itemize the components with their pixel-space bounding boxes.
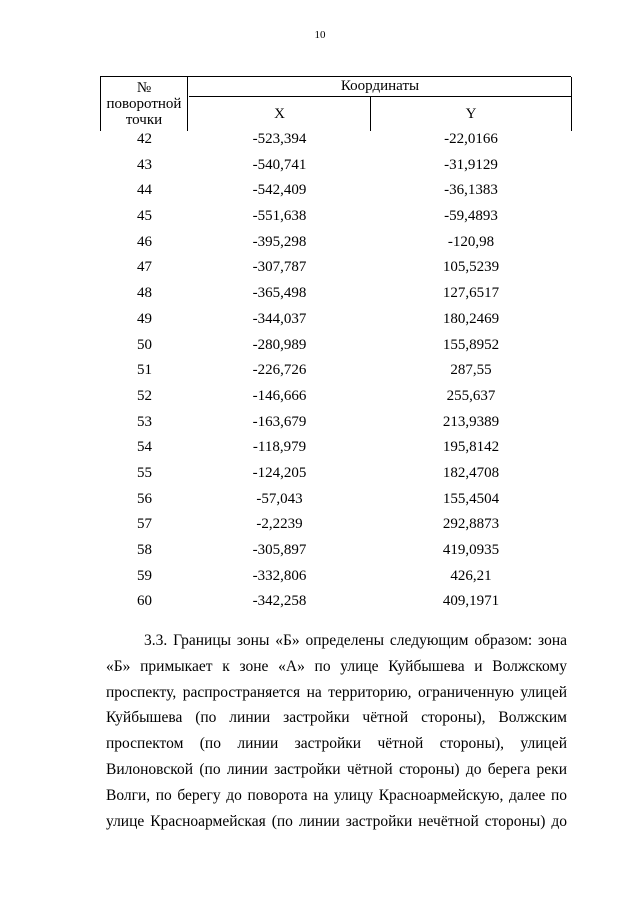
cell-y: -36,1383 [444,182,498,199]
cell-x: -523,394 [252,131,307,147]
cell-x: -344,037 [252,310,307,327]
cell-point-number: 42 [137,131,152,147]
cell-point-number: 45 [137,208,152,225]
paragraph-line: Волги, по берегу до поворота на улицу Красноармейскую, далее по [106,786,567,804]
cell-x: -365,498 [252,285,307,302]
cell-point-number: 49 [137,310,152,327]
cell-point-number: 46 [137,233,152,250]
paragraph-line: проспекту, распространяется на территорию, ограниченную улицей [106,683,567,701]
table-row [100,310,571,336]
table-row [100,336,571,362]
cell-x: -540,741 [252,156,307,173]
cell-y: -31,9129 [444,156,498,173]
cell-point-number: 51 [137,362,152,379]
table-row [100,156,571,182]
cell-point-number: 56 [137,490,152,507]
table-row [100,207,571,233]
table-header [100,76,571,131]
cell-y: 292,8873 [442,516,500,533]
cell-x: -124,205 [252,464,307,481]
cell-x: -226,726 [252,362,307,379]
cell-point-number: 47 [137,259,152,276]
cell-x: -395,298 [252,233,307,250]
cell-x: -280,989 [252,336,307,353]
cell-x: -2,2239 [256,516,303,533]
cell-point-number: 52 [137,387,152,404]
table-row [100,541,571,567]
header-num-line1: № [136,80,152,96]
cell-x: -305,897 [252,542,307,558]
header-num-line3: точки [125,112,163,128]
cell-x: -332,806 [252,567,307,584]
cell-point-number: 43 [137,156,152,173]
cell-y: 155,8952 [442,336,500,353]
zone-b-paragraph [106,628,567,834]
paragraph-line: проспектом (по линии застройки чётной стороны), улицей [106,735,567,753]
cell-y: 180,2469 [442,310,500,327]
header-num-line2: поворотной [106,96,182,112]
cell-y: 287,55 [450,362,492,379]
paragraph-line: «Б» примыкает к зоне «А» по улице Куйбышева и Волжскому [106,657,567,675]
cell-point-number: 59 [137,567,152,584]
cell-y: 195,8142 [442,439,500,456]
cell-y: 127,6517 [442,285,500,302]
table-row [100,387,571,413]
header-x: X [189,97,371,131]
page-number: 10 [314,29,326,41]
cell-x: -57,043 [256,490,303,507]
paragraph-line: Куйбышева (по линии застройки чётной стороны), Волжским [106,709,567,727]
table-row [100,284,571,310]
header-coordinates: Координаты [189,77,572,97]
table-row [100,130,571,156]
table-row [100,181,571,207]
cell-point-number: 58 [137,542,152,558]
coordinates-table [100,76,571,610]
cell-y: 155,4504 [442,490,500,507]
cell-point-number: 50 [137,336,152,353]
cell-point-number: 60 [137,593,152,610]
paragraph-line: улице Красноармейская (по линии застройки нечётной стороны) до [106,812,567,830]
cell-point-number: 57 [137,516,152,533]
table-row [100,413,571,439]
cell-y: 426,21 [450,567,492,584]
table-row [100,567,571,593]
cell-point-number: 44 [137,182,152,199]
cell-x: -542,409 [252,182,307,199]
cell-y: -22,0166 [444,131,498,147]
header-y: Y [371,97,572,131]
table-row [100,464,571,490]
cell-point-number: 55 [137,464,152,481]
cell-x: -307,787 [252,259,307,276]
table-row [100,361,571,387]
table-row [100,438,571,464]
cell-y: 105,5239 [442,259,500,276]
cell-y: 213,9389 [442,413,500,430]
table-row [100,233,571,259]
cell-y: -59,4893 [444,208,498,225]
cell-y: 255,637 [446,387,496,404]
paragraph-line: 3.3. Границы зоны «Б» определены следующим образом: зона [144,632,567,649]
cell-point-number: 53 [137,413,152,430]
paragraph-line: Вилоновской (по линии застройки чётной стороны) до берега реки [106,760,567,778]
table-row [100,258,571,284]
cell-point-number: 48 [137,285,152,302]
cell-y: 419,0935 [442,542,500,558]
table-body [100,130,571,618]
cell-x: -146,666 [252,387,307,404]
cell-x: -342,258 [252,593,307,610]
table-row [100,592,571,618]
cell-y: 409,1971 [442,593,500,610]
table-row [100,515,571,541]
header-point-number [100,77,188,131]
cell-x: -163,679 [252,413,307,430]
cell-x: -118,979 [252,439,307,456]
cell-point-number: 54 [137,439,152,456]
cell-y: -120,98 [447,233,495,250]
cell-x: -551,638 [252,208,307,225]
table-row [100,490,571,516]
cell-y: 182,4708 [442,464,500,481]
